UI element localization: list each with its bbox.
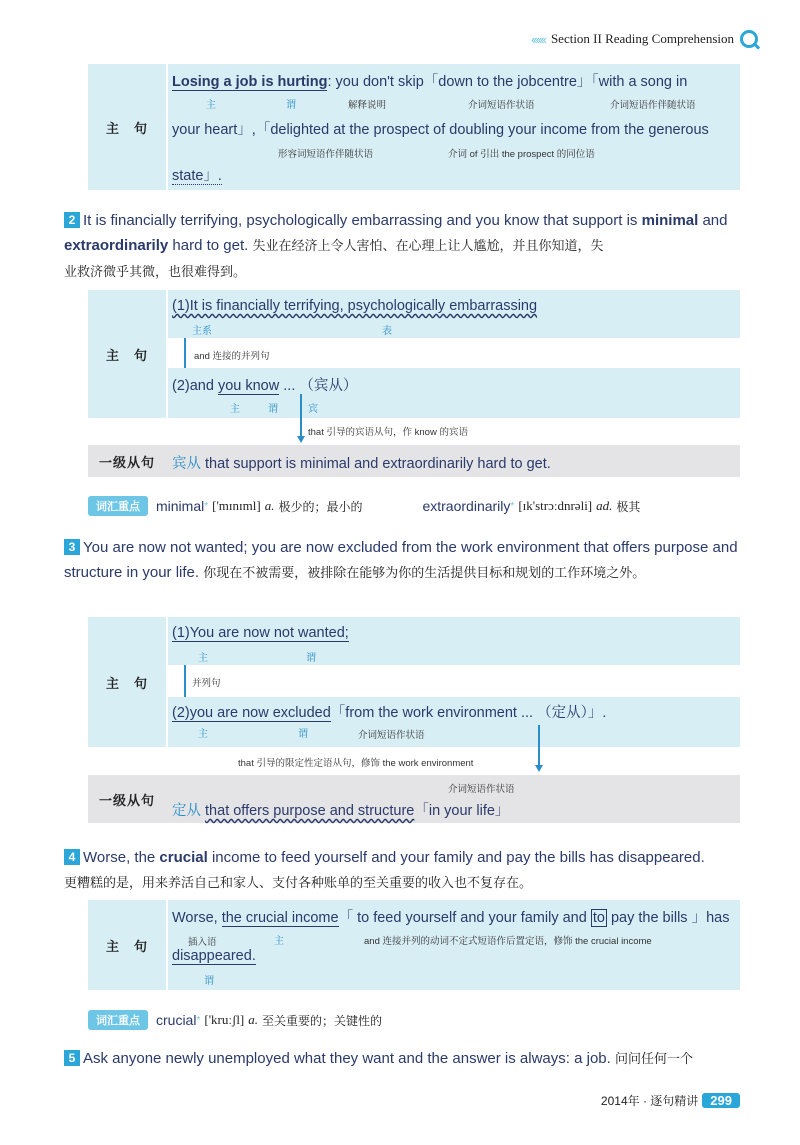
sentence-line: (2)and you know ... （宾从） (172, 378, 358, 394)
footer-text: 2014年 · 逐句精讲 (600, 1094, 699, 1108)
page-footer (601, 1092, 740, 1109)
vocab-row-1: 词汇重点 minimal * ['mɪnɪml] a. 极少的；最小的 extraordinarily * [ɪk'strɔːdnrəli] ad. 极其 (88, 496, 640, 516)
chevrons-icon: ‹‹‹‹‹‹ (530, 31, 545, 47)
paragraph-3: 3 You are now not wanted; you are now excluded from the work environment that offers purpose and structure in your life. 你现在不被需要，被排除在能够为你的生活提供目标和规划的工作环境之外。 (64, 539, 738, 581)
section-title: Section II Reading Comprehension (550, 31, 734, 46)
sub-clause-label: 一级从句 (98, 454, 155, 470)
vocab-badge: 词汇重点 (88, 496, 148, 516)
page-header (531, 30, 758, 48)
sentence-line: state」. (172, 168, 222, 184)
sentence-line: your heart」,「delighted at the prospect of doubling your income from the generous (172, 122, 709, 138)
analysis-block-1: 主 句 Losing a job is hurting: you don't skip「down to the jobcentre」「with a song in 主 谓 解释说明 介词短语作状语 介词短语作伴随状语 your heart」,「delighted at the prospect of doubling your income from the generous 形容词短语作伴随状语 介词 of 引出 the prospect 的同位语 state」. (88, 64, 740, 190)
vocab-badge: 词汇重点 (88, 1010, 148, 1030)
sub-clause-label: 一级从句 (98, 792, 155, 808)
analysis-block-4: 主 句 Worse, the crucial income「 to feed yourself and your family and to pay the bills 」has 插入语 主 and 连接并列的动词不定式短语作后置定语，修饰 the crucial income disappeared. 谓 (88, 900, 740, 990)
paragraph-4: 4 Worse, the crucial income to feed yourself and your family and pay the bills has disappeared. 更糟糕的是，用来养活自己和家人、支付各种账单的至关重要的收入也不复存在。 (64, 849, 705, 891)
sub-clause-sentence: 定从 that offers purpose and structure「in your life」 (172, 803, 510, 819)
sentence-line: (1)You are now not wanted; (172, 625, 349, 641)
main-clause-label: 主 句 (105, 120, 148, 136)
paragraph-number: 3 (64, 539, 80, 555)
sentence-line: Worse, the crucial income「 to feed yourself and your family and to pay the bills 」has (172, 910, 730, 926)
magnifier-icon (740, 30, 758, 48)
paragraph-number: 5 (64, 1050, 80, 1066)
paragraph-2: 2 It is financially terrifying, psychologically embarrassing and you know that support is minimal and extraordinarily hard to get. 失业在经济上令人害怕、在心理上让人尴尬，并且你知道，失 业救济微乎其微，也很难得到。 (64, 212, 728, 280)
page-number: 299 (702, 1093, 740, 1108)
sentence-line: (2)you are now excluded「from the work environment ... （定从）」. (172, 705, 607, 721)
analysis-block-2: 主 句 (1)It is financially terrifying, psychologically embarrassing 主系 表 and 连接的并列句 (2)and you know ... （宾从） 主 谓 宾 that 引导的宾语从句，作 know 的宾语 一级从句 宾从 that support is minimal and extraordinarily hard to get. (88, 290, 740, 477)
sentence-line: Losing a job is hurting: you don't skip「down to the jobcentre」「with a song in (172, 74, 688, 90)
paragraph-5: 5 Ask anyone newly unemployed what they want and the answer is always: a job. 问问任何一个 (64, 1046, 744, 1072)
paragraph-number: 4 (64, 849, 80, 865)
sentence-line: disappeared. (172, 948, 256, 964)
vocab-row-2: 词汇重点 crucial * ['kruːʃl] a. 至关重要的；关键性的 (88, 1010, 382, 1030)
sub-clause-sentence: 宾从 that support is minimal and extraordinarily hard to get. (172, 456, 551, 472)
sentence-line: (1)It is financially terrifying, psychologically embarrassing (172, 298, 538, 314)
paragraph-number: 2 (64, 212, 80, 228)
main-clause-label: 主 句 (105, 347, 148, 363)
main-clause-label: 主 句 (105, 675, 148, 691)
analysis-block-3: 主 句 (1)You are now not wanted; 主 谓 并列句 (2)you are now excluded「from the work environment ... （定从）」. 主 谓 介词短语作状语 that 引导的限定性定语从句，修饰 the work environment 一级从句 介词短语作状语 定从 that offers purpose and structure「in your life」 (88, 617, 740, 826)
main-clause-label: 主 句 (105, 938, 148, 954)
